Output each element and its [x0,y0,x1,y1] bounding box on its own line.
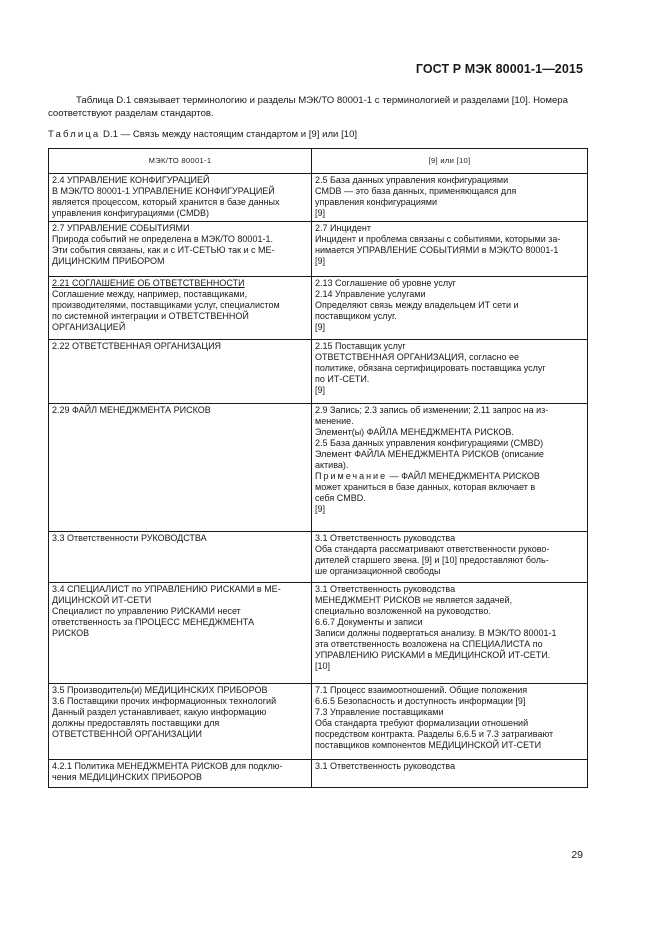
table-row [49,760,588,788]
cell-line: Записи должны подвергаться анализу. В МЭК/ТО 80001-1 [315,627,557,638]
cell-line: 2.7 Инцидент [315,223,371,233]
cell-line: поставщиком услуг. [315,310,397,321]
mapping-table [48,148,588,788]
cell-right [312,760,588,788]
cell-line: 7.1 Процесс взаимоотношений. Общие положения [315,685,528,695]
cell-line: 2.5 База данных управления конфигурациями [315,175,509,185]
intro-line: Таблица D.1 связывает терминологию и разделы МЭК/ТО 80001-1 с терминологией и разделами [10]. Номера [76,95,568,106]
table-caption [48,128,588,141]
cell-line: CMDB — это база данных, применяющаяся для [315,185,517,196]
table-row [49,277,588,340]
cell-line: управления конфигурациями (CMDB) [52,207,209,218]
cell-line: [9] [315,384,326,395]
cell-line: 3.1 Ответственность руководства [315,533,456,543]
cell-line: 3.1 Ответственность руководства [315,761,456,771]
table-row [49,684,588,760]
cell-line: 3.5 Производитель(и) МЕДИЦИНСКИХ ПРИБОРОВ [52,685,268,695]
cell-line: ответственность за ПРОЦЕСС МЕНЕДЖМЕНТА [52,616,255,627]
cell-line: 2.7 УПРАВЛЕНИЕ СОБЫТИЯМИ [52,223,190,233]
cell-line: 7.3 Управление поставщиками [315,706,444,717]
cell-left [49,684,312,760]
cell-line: [9] [315,207,326,218]
cell-line: РИСКОВ [52,627,90,638]
table-row [49,583,588,684]
cell-line: дителей старшего звена. [9] и [10] предоставляют боль- [315,554,549,565]
cell-line: 3.6 Поставщики прочих информационных технологий [52,695,277,706]
cell-line: Примечание — ФАЙЛ МЕНЕДЖМЕНТА РИСКОВ [315,470,540,481]
cell-line: 3.3 Ответственности РУКОВОДСТВА [52,533,207,543]
cell-line: 2.22 ОТВЕТСТВЕННАЯ ОРГАНИЗАЦИЯ [52,341,222,351]
cell-line: эта ответственность возложена на СПЕЦИАЛИСТА по [315,638,543,649]
cell-right [312,222,588,277]
cell-left [49,583,312,684]
cell-right [312,174,588,222]
table-caption-prefix: Таблица [48,129,101,140]
cell-right [312,404,588,532]
cell-line: 2.9 Запись; 2.3 запись об изменении; 2.11 запрос на из- [315,405,549,415]
table-row [49,404,588,532]
cell-left [49,340,312,404]
cell-line: ДИЦИНСКОЙ ИТ-СЕТИ [52,594,152,605]
cell-line: 2.13 Соглашение об уровне услуг [315,278,456,288]
page-header: ГОСТ Р МЭК 80001-1—2015 [415,62,583,76]
cell-line: политике, обязана сертифицировать поставщика услуг [315,362,546,373]
cell-line: себя CMBD. [315,492,366,503]
cell-line: ДИЦИНСКИМ ПРИБОРОМ [52,255,165,266]
cell-line: должны предоставлять поставщики для [52,717,220,728]
cell-line: является процессом, который хранится в базе данных [52,196,280,207]
cell-line: 6.6.5 Безопасность и доступность информации [9] [315,695,526,706]
cell-line: актива). [315,459,349,470]
cell-line: Оба стандарта рассматривают ответственности руково- [315,543,550,554]
cell-line: управления конфигурациями [315,196,437,207]
cell-line: УПРАВЛЕНИЮ РИСКАМИ в МЕДИЦИНСКОЙ ИТ-СЕТИ. [315,649,551,660]
cell-line: Эти события связаны, как и с ИТ-СЕТЬЮ так и с МЕ- [52,244,275,255]
cell-line: посредством контракта. Разделы 6.6.5 и 7.3 затрагивают [315,728,554,739]
table-header-row [49,149,588,174]
cell-line: МЕНЕДЖМЕНТ РИСКОВ не является задачей, [315,594,513,605]
cell-line: Элемент(ы) ФАЙЛА МЕНЕДЖМЕНТА РИСКОВ. [315,426,514,437]
cell-line: Соглашение между, например, поставщиками, [52,288,248,299]
cell-line: по ИТ-СЕТИ. [315,373,370,384]
cell-line: 2.29 ФАЙЛ МЕНЕДЖМЕНТА РИСКОВ [52,405,211,415]
cell-line: [9] [315,321,326,332]
cell-right [312,532,588,583]
cell-line: 2.14 Управление услугами [315,288,426,299]
cell-line: 3.4 СПЕЦИАЛИСТ по УПРАВЛЕНИЮ РИСКАМИ в МЕ- [52,584,281,594]
table-row [49,532,588,583]
cell-line: Инцидент и проблема связаны с событиями, которыми за- [315,233,561,244]
cell-line: Специалист по управлению РИСКАМИ несет [52,605,241,616]
table-header-right: [9] или [10] [312,149,588,174]
cell-line: по системной интеграции и ОТВЕТСТВЕННОЙ [52,310,249,321]
cell-line: [9] [315,255,326,266]
cell-line: Элемент ФАЙЛА МЕНЕДЖМЕНТА РИСКОВ (описание [315,448,544,459]
cell-right [312,684,588,760]
table-row [49,174,588,222]
cell-line: ОРГАНИЗАЦИЕЙ [52,321,126,332]
cell-line: может храниться в базе данных, которая включает в [315,481,536,492]
cell-left [49,222,312,277]
cell-line: Оба стандарта требуют формализации отношений [315,717,529,728]
cell-line: 2.4 УПРАВЛЕНИЕ КОНФИГУРАЦИЕЙ [52,175,210,185]
cell-line: В МЭК/ТО 80001-1 УПРАВЛЕНИЕ КОНФИГУРАЦИЕЙ [52,185,275,196]
cell-line: ше организационной свободы [315,565,441,576]
cell-left [49,760,312,788]
cell-right [312,340,588,404]
cell-line: поставщиков компонентов МЕДИЦИНСКОЙ ИТ-СЕТИ [315,739,542,750]
cell-line: нимается УПРАВЛЕНИЕ СОБЫТИЯМИ в МЭК/ТО 80001-1 [315,244,559,255]
cell-left [49,532,312,583]
cell-line: [9] [315,503,326,514]
cell-line: 2.15 Поставщик услуг [315,341,406,351]
intro-paragraph [48,94,586,120]
table-row [49,340,588,404]
table-row [49,222,588,277]
cell-line: Природа событий не определена в МЭК/ТО 80001-1. [52,233,273,244]
cell-line: 6.6.7 Документы и записи [315,616,423,627]
cell-left [49,277,312,340]
intro-line: соответствуют разделам стандартов. [48,108,214,119]
cell-line: производителями, поставщиками услуг, специалистом [52,299,280,310]
cell-line: 3.1 Ответственность руководства [315,584,456,594]
table-caption-text: D.1 — Связь между настоящим стандартом и [9] или [10] [100,129,358,140]
cell-line: ОТВЕТСТВЕННОЙ ОРГАНИЗАЦИИ [52,728,202,739]
cell-line: 2.21 СОГЛАШЕНИЕ ОБ ОТВЕТСТВЕННОСТИ [52,278,245,288]
cell-line: 4.2.1 Политика МЕНЕДЖМЕНТА РИСКОВ для подклю- [52,761,283,771]
note-label: Примечание [315,470,388,481]
page-number: 29 [571,849,583,861]
cell-line: специально возложенной на руководство. [315,605,491,616]
cell-line: 2.5 База данных управления конфигурациями (CMBD) [315,437,544,448]
cell-line: [10] [315,660,331,671]
cell-line: Данный раздел устанавливает, какую информацию [52,706,267,717]
cell-line: Определяют связь между владельцем ИТ сети и [315,299,519,310]
table-header-left: МЭК/ТО 80001-1 [49,149,312,174]
cell-left [49,174,312,222]
cell-right [312,583,588,684]
cell-line: ОТВЕТСТВЕННАЯ ОРГАНИЗАЦИЯ, согласно ее [315,351,519,362]
cell-line: менение. [315,415,354,426]
cell-left [49,404,312,532]
cell-line: чения МЕДИЦИНСКИХ ПРИБОРОВ [52,771,203,782]
cell-right [312,277,588,340]
